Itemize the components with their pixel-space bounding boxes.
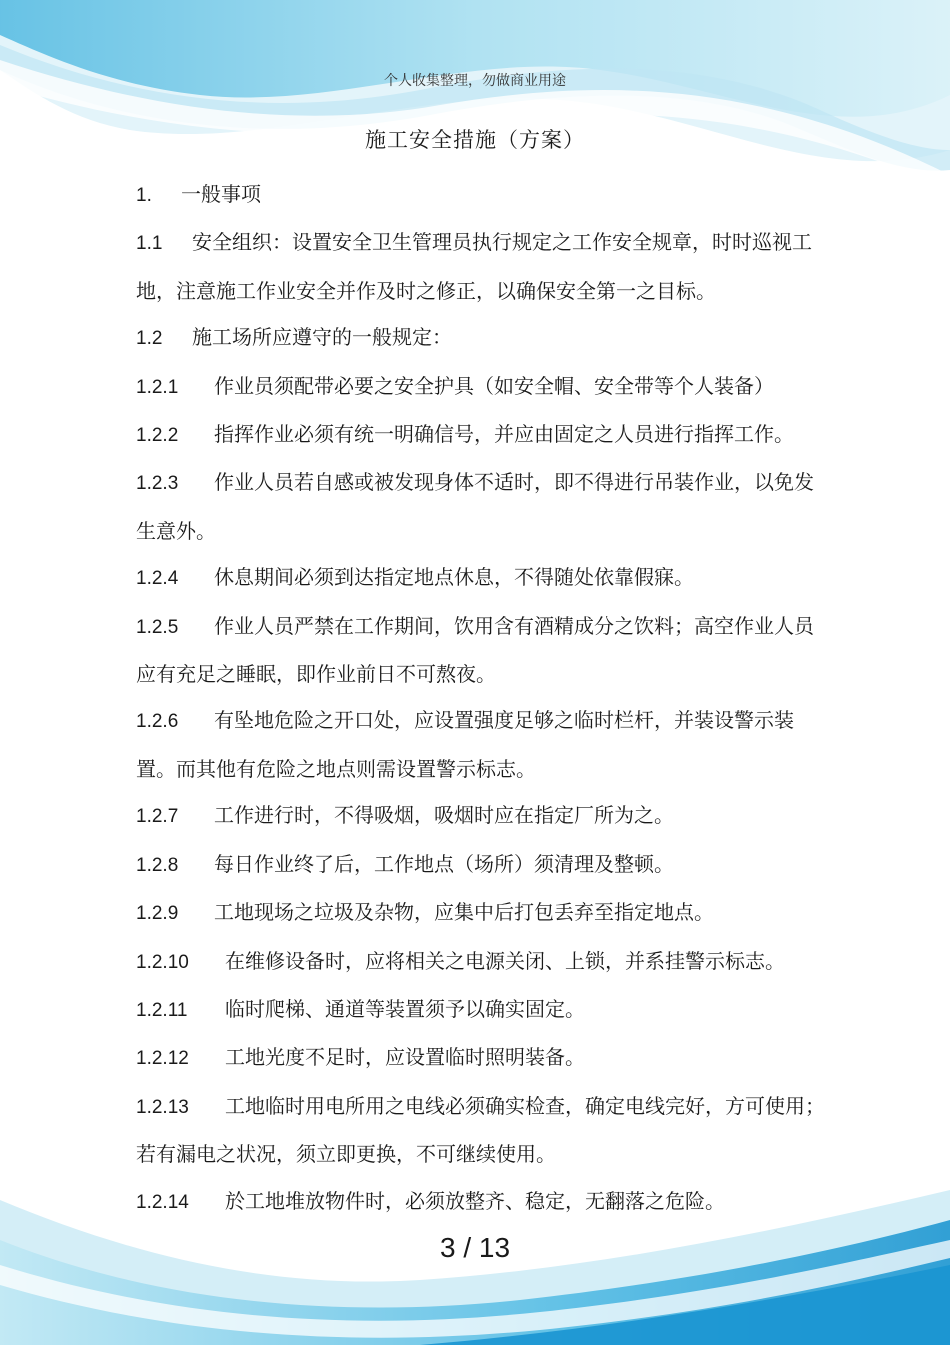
clause-paragraph xyxy=(136,554,826,602)
clause-paragraph xyxy=(136,459,826,554)
clause-paragraph xyxy=(136,1083,826,1178)
clause-text: 施工场所应遵守的一般规定： xyxy=(192,325,452,350)
clause-text: 作业员须配带必要之安全护具（如安全帽、安全带等个人装备） xyxy=(214,373,774,398)
clause-number: 1.2.4 xyxy=(136,568,179,590)
clause-number: 1.2.5 xyxy=(136,616,179,638)
clause-text: 作业人员严禁在工作期间，饮用含有酒精成分之饮料；高空作业人员应有充足之睡眠，即作业前日不可熬夜。 xyxy=(136,613,814,687)
clause-number: 1.1 xyxy=(136,233,163,255)
clause-number: 1.2.11 xyxy=(136,999,188,1021)
page-number: 3 / 13 xyxy=(439,1232,511,1263)
clause-number: 1.2.10 xyxy=(136,951,189,973)
clause-number: 1.2.13 xyxy=(136,1096,189,1118)
clause-text: 休息期间必须到达指定地点休息，不得随处依靠假寐。 xyxy=(214,565,694,590)
clause-paragraph xyxy=(136,697,826,792)
clause-text: 工地现场之垃圾及杂物，应集中后打包丢弃至指定地点。 xyxy=(214,900,714,925)
clause-paragraph xyxy=(136,1034,826,1082)
clause-text: 每日作业终了后，工作地点（场所）须清理及整顿。 xyxy=(214,851,674,876)
clause-number: 1.2.8 xyxy=(136,854,179,876)
clause-paragraph xyxy=(136,314,826,362)
clause-paragraph xyxy=(136,603,826,698)
section-heading xyxy=(136,171,826,219)
clause-paragraph xyxy=(136,792,826,840)
clause-text: 於工地堆放物件时，必须放整齐、稳定，无翻落之危险。 xyxy=(225,1188,725,1213)
clause-text: 作业人员若自感或被发现身体不适时，即不得进行吊装作业，以免发生意外。 xyxy=(136,470,814,543)
clause-paragraph xyxy=(136,411,826,459)
clause-number: 1.2.9 xyxy=(136,903,179,925)
clause-number: 1.2.3 xyxy=(136,473,179,495)
clause-paragraph xyxy=(136,363,826,411)
clause-number: 1.2 xyxy=(136,328,163,350)
clause-paragraph xyxy=(136,986,826,1034)
document-title: 施工安全措施（方案） xyxy=(365,128,585,152)
clause-text: 临时爬梯、通道等装置须予以确实固定。 xyxy=(225,996,585,1021)
clause-text: 安全组织：设置安全卫生管理员执行规定之工作安全规章，时时巡视工地，注意施工作业安全并作及时之修正，以确保安全第一之目标。 xyxy=(136,230,812,303)
watermark-text: 个人收集整理，勿做商业用途 xyxy=(384,73,566,89)
clause-paragraph xyxy=(136,841,826,889)
clause-paragraph xyxy=(136,889,826,937)
clause-text: 工作进行时，不得吸烟，吸烟时应在指定厂所为之。 xyxy=(214,803,674,828)
section-text: 一般事项 xyxy=(181,182,261,206)
clause-number: 1.2.12 xyxy=(136,1048,189,1070)
clause-number: 1.2.7 xyxy=(136,806,179,828)
clause-text: 工地光度不足时，应设置临时照明装备。 xyxy=(225,1045,585,1070)
document-body xyxy=(136,171,826,1226)
clause-paragraph xyxy=(136,219,826,314)
clause-number: 1.2.14 xyxy=(136,1191,189,1213)
clause-number: 1.2.6 xyxy=(136,711,179,733)
clause-text: 在维修设备时，应将相关之电源关闭、上锁，并系挂警示标志。 xyxy=(225,948,785,973)
clause-text: 有坠地危险之开口处，应设置强度足够之临时栏杆，并装设警示装置。而其他有危险之地点则需设置警示标志。 xyxy=(136,708,794,781)
clause-paragraph xyxy=(136,938,826,986)
clause-number: 1.2.2 xyxy=(136,425,179,447)
clause-text: 指挥作业必须有统一明确信号，并应由固定之人员进行指挥工作。 xyxy=(214,422,794,447)
clause-text: 工地临时用电所用之电线必须确实检查，确定电线完好，方可使用；若有漏电之状况，须立即更换，不可继续使用。 xyxy=(136,1093,825,1167)
section-number: 1. xyxy=(136,185,152,206)
clause-paragraph xyxy=(136,1178,826,1226)
clause-number: 1.2.1 xyxy=(136,376,179,398)
